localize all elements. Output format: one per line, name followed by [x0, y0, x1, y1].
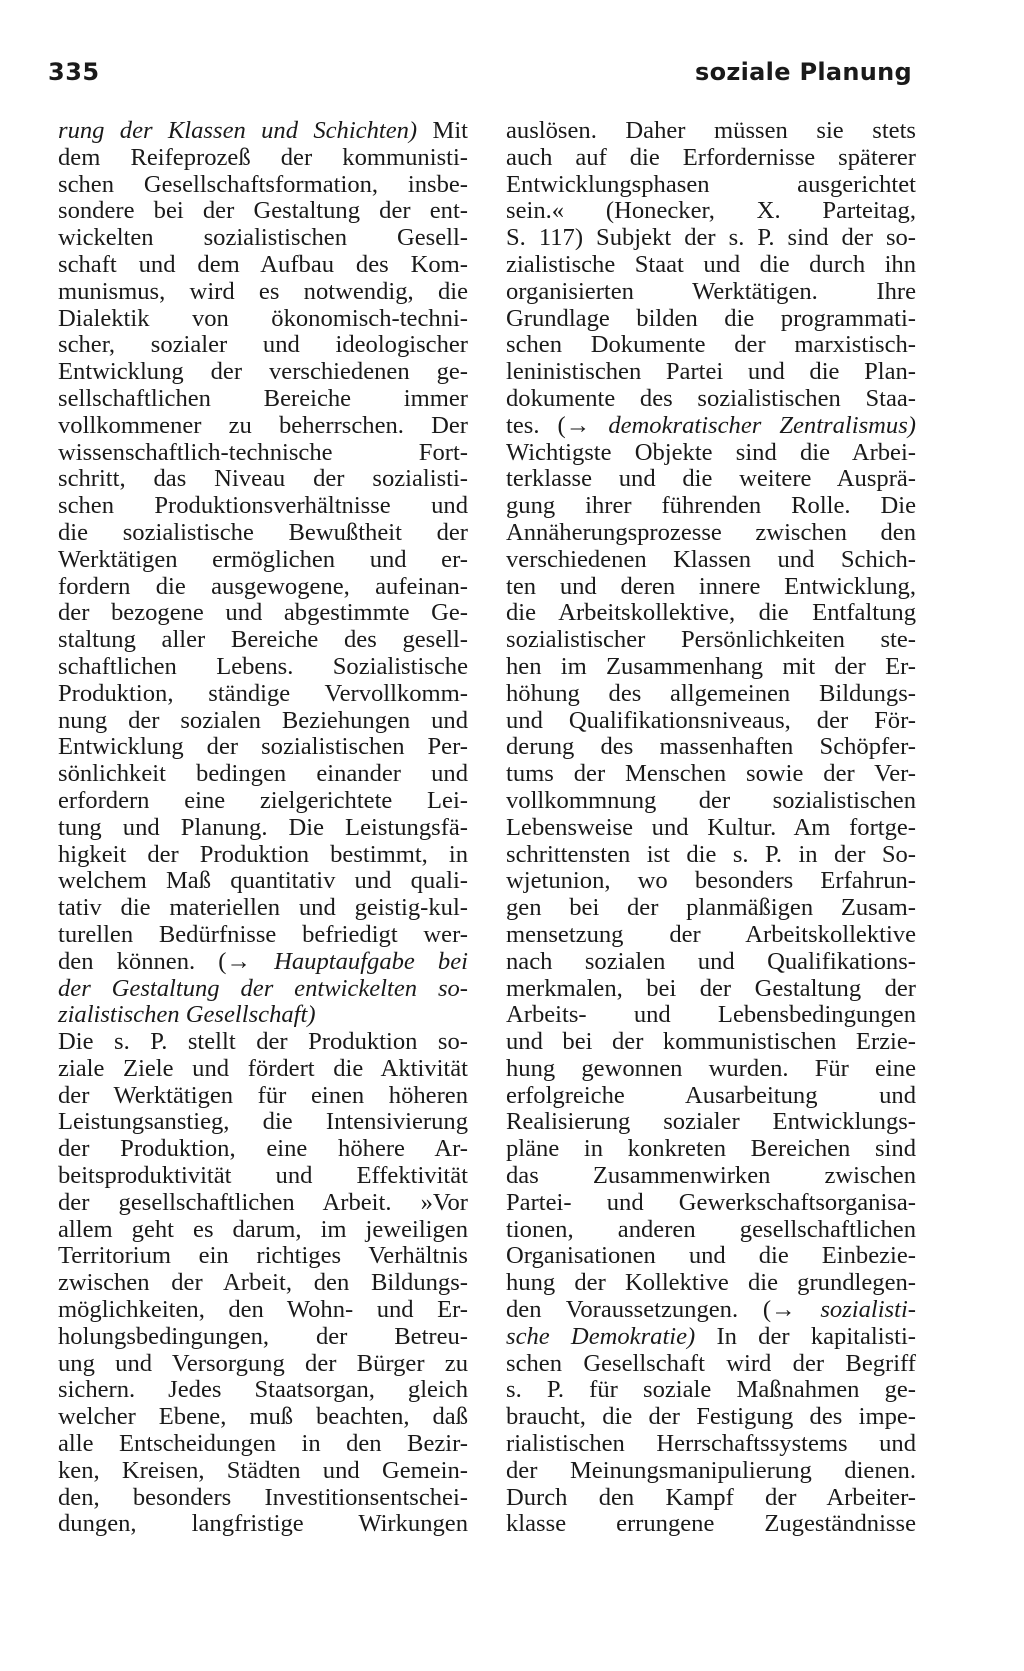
- text-run: auslösen. Daher müssen sie stets: [506, 117, 916, 144]
- text-line: [506, 842, 916, 869]
- text-run: Lebensweise und Kultur. Am fortge-: [506, 813, 916, 841]
- text-line: [58, 306, 468, 333]
- text-line: [58, 895, 468, 922]
- text-line: [58, 815, 468, 842]
- text-run: Territorium ein richtiges Verhältnis: [58, 1242, 468, 1270]
- text-line: [58, 708, 468, 735]
- text-line: [58, 681, 468, 708]
- text-line: [506, 520, 916, 547]
- text-run: tums der Menschen sowie der Ver-: [506, 760, 916, 788]
- text-line: [506, 198, 916, 225]
- text-line: [506, 1217, 916, 1244]
- text-line: [506, 574, 916, 601]
- text-run: verschiedenen Klassen und Schich-: [506, 545, 916, 573]
- text-line: [506, 949, 916, 976]
- text-line: [58, 252, 468, 279]
- text-line: [58, 440, 468, 467]
- text-run: den, besonders Investitionsentschei-: [58, 1483, 468, 1511]
- text-line: [58, 466, 468, 493]
- text-run: der Produktion, eine höhere Ar-: [58, 1135, 468, 1163]
- text-line: [506, 1511, 916, 1538]
- text-run: erfordern eine zielgerichtete Lei-: [58, 786, 468, 814]
- text-run: gen bei der planmäßigen Zusam-: [506, 894, 916, 922]
- text-line: [58, 1243, 468, 1270]
- text-line: [58, 1109, 468, 1136]
- text-run: und Qualifikationsniveaus, der För-: [506, 706, 916, 734]
- text-line: [506, 413, 916, 440]
- text-run: schaft und dem Aufbau des Kom-: [58, 250, 468, 278]
- text-run: möglichkeiten, den Wohn- und Er-: [58, 1296, 468, 1324]
- text-run: nung der sozialen Beziehungen und: [58, 706, 468, 734]
- italic-text: sozialisti-: [820, 1296, 916, 1324]
- text-run: gung ihrer führenden Rolle. Die: [506, 492, 916, 520]
- text-run: klasse errungene Zugeständnisse: [506, 1510, 916, 1538]
- text-line: [506, 1243, 916, 1270]
- text-line: [506, 1109, 916, 1136]
- text-run: nach sozialen und Qualifikations-: [506, 947, 916, 975]
- text-run: welchem Maß quantitativ und quali-: [58, 867, 468, 895]
- text-run: hung gewonnen wurden. Für eine: [506, 1054, 916, 1082]
- italic-text: der Gestaltung der entwickelten so-: [58, 974, 468, 1002]
- text-run: merkmalen, bei der Gestaltung der: [506, 974, 916, 1002]
- text-run: Realisierung sozialer Entwicklungs-: [506, 1108, 916, 1136]
- text-line: [506, 493, 916, 520]
- text-run: den Voraussetzungen. (→: [506, 1296, 821, 1324]
- text-run: Wichtigste Objekte sind die Arbei-: [506, 438, 916, 466]
- text-run: der bezogene und abgestimmte Ge-: [58, 599, 468, 627]
- text-line: [58, 949, 468, 976]
- text-line: [506, 1404, 916, 1431]
- text-line: [506, 440, 916, 467]
- text-run: auch auf die Erfordernisse späterer: [506, 143, 916, 171]
- text-line: [58, 922, 468, 949]
- text-line: [506, 547, 916, 574]
- text-run: Entwicklung der verschiedenen ge-: [58, 358, 468, 386]
- text-line: [58, 520, 468, 547]
- text-run: vollkommener zu beherrschen. Der: [58, 411, 468, 439]
- text-run: erfolgreiche Ausarbeitung und: [506, 1081, 916, 1109]
- text-run: tionen, anderen gesellschaftlichen: [506, 1215, 916, 1243]
- text-run: Produktion, ständige Vervollkomm-: [58, 679, 468, 707]
- text-line: [58, 1377, 468, 1404]
- text-line: [506, 868, 916, 895]
- text-run: dungen, langfristige Wirkungen: [58, 1510, 468, 1538]
- text-run: S. 117) Subjekt der s. P. sind der so-: [506, 224, 916, 252]
- text-run: Arbeits- und Lebensbedingungen: [506, 1001, 916, 1029]
- text-line: [506, 761, 916, 788]
- text-run: schaftlichen Lebens. Sozialistische: [58, 652, 468, 680]
- text-line: [58, 332, 468, 359]
- text-line: [58, 1217, 468, 1244]
- text-run: Entwicklung der sozialistischen Per-: [58, 733, 468, 761]
- text-run: welcher Ebene, muß beachten, daß: [58, 1403, 468, 1431]
- text-line: [58, 1163, 468, 1190]
- text-line: [506, 708, 916, 735]
- text-line: [506, 600, 916, 627]
- text-run: mensetzung der Arbeitskollektive: [506, 920, 916, 948]
- text-line: [506, 1377, 916, 1404]
- text-line: [58, 1190, 468, 1217]
- text-run: schrittensten ist die s. P. in der So-: [506, 840, 916, 868]
- text-run: sein.« (Honecker, X. Parteitag,: [506, 197, 916, 225]
- text-run: sellschaftlichen Bereiche immer: [58, 384, 468, 412]
- text-line: [58, 279, 468, 306]
- text-run: dokumente des sozialistischen Staa-: [506, 384, 916, 412]
- text-run: ung und Versorgung der Bürger zu: [58, 1349, 468, 1377]
- text-line: [506, 1029, 916, 1056]
- text-run: tativ die materiellen und geistig-kul-: [58, 894, 468, 922]
- text-run: schen Produktionsverhältnisse und: [58, 492, 468, 520]
- text-run: higkeit der Produktion bestimmt, in: [58, 840, 468, 868]
- text-run: ken, Kreisen, Städten und Gemein-: [58, 1456, 468, 1484]
- italic-text: rung der Klassen und Schichten): [58, 117, 418, 144]
- text-run: der gesellschaftlichen Arbeit. »Vor: [58, 1188, 468, 1216]
- text-run: turellen Bedürfnisse befriedigt wer-: [58, 920, 468, 948]
- text-run: Organisationen und die Einbezie-: [506, 1242, 916, 1270]
- text-run: die Arbeitskollektive, die Entfaltung: [506, 599, 916, 627]
- text-line: [58, 225, 468, 252]
- text-line: [506, 1136, 916, 1163]
- text-line: [506, 654, 916, 681]
- text-line: [506, 1002, 916, 1029]
- text-line: [58, 1351, 468, 1378]
- text-line: [506, 895, 916, 922]
- text-line: [506, 1458, 916, 1485]
- text-line: [506, 681, 916, 708]
- text-run: staltung aller Bereiche des gesell-: [58, 626, 468, 654]
- text-line: [58, 172, 468, 199]
- text-run: sondere bei der Gestaltung der ent-: [58, 197, 468, 225]
- text-line: [58, 1297, 468, 1324]
- text-run: sichern. Jedes Staatsorgan, gleich: [58, 1376, 468, 1404]
- text-run: munismus, wird es notwendig, die: [58, 277, 468, 305]
- text-run: tes. (→: [506, 411, 609, 439]
- text-run: Annäherungsprozesse zwischen den: [506, 518, 916, 546]
- text-line: [506, 788, 916, 815]
- italic-text: sche Demokratie): [506, 1322, 696, 1350]
- text-line: [58, 1511, 468, 1538]
- italic-text: demokratischer Zentralismus): [608, 411, 916, 439]
- text-run: alle Entscheidungen in den Bezir-: [58, 1430, 468, 1458]
- text-run: das Zusammenwirken zwischen: [506, 1162, 916, 1190]
- text-run: ten und deren innere Entwicklung,: [506, 572, 916, 600]
- text-run: zialistische Staat und die durch ihn: [506, 250, 916, 278]
- text-run: und bei der kommunistischen Erzie-: [506, 1028, 916, 1056]
- text-line: [506, 1431, 916, 1458]
- text-line: [506, 1190, 916, 1217]
- text-line: [506, 225, 916, 252]
- text-line: [506, 118, 916, 145]
- text-run: Leistungsanstieg, die Intensivierung: [58, 1108, 468, 1136]
- text-run: organisierten Werktätigen. Ihre: [506, 277, 916, 305]
- text-run: terklasse und die weitere Ausprä-: [506, 465, 916, 493]
- text-run: schen Gesellschaftsformation, insbe-: [58, 170, 468, 198]
- text-run: s. P. für soziale Maßnahmen ge-: [506, 1376, 916, 1404]
- text-line: [58, 788, 468, 815]
- text-run: hung der Kollektive die grundlegen-: [506, 1269, 916, 1297]
- text-line: [506, 279, 916, 306]
- text-run: pläne in konkreten Bereichen sind: [506, 1135, 916, 1163]
- text-run: wissenschaftlich-technische Fort-: [58, 438, 468, 466]
- text-line: [58, 761, 468, 788]
- text-line: [58, 359, 468, 386]
- left-text-column: [58, 118, 468, 1538]
- text-run: fordern die ausgewogene, aufeinan-: [58, 572, 468, 600]
- italic-text: Hauptaufgabe bei: [274, 947, 468, 975]
- text-line: [58, 1270, 468, 1297]
- text-line: [506, 922, 916, 949]
- text-line: [506, 1056, 916, 1083]
- running-head: soziale Planung: [695, 58, 912, 86]
- italic-text: zialistischen Gesellschaft): [58, 1001, 316, 1029]
- text-line: [506, 976, 916, 1003]
- text-run: sönlichkeit bedingen einander und: [58, 760, 468, 788]
- text-run: Werktätigen ermöglichen und er-: [58, 545, 468, 573]
- text-run: holungsbedingungen, der Betreu-: [58, 1322, 468, 1350]
- text-line: [506, 359, 916, 386]
- text-run: der Meinungsmanipulierung dienen.: [506, 1456, 916, 1484]
- text-line: [58, 413, 468, 440]
- text-line: [58, 1431, 468, 1458]
- text-line: [58, 1083, 468, 1110]
- text-run: schritt, das Niveau der sozialisti-: [58, 465, 468, 493]
- text-line: [58, 654, 468, 681]
- text-line: [58, 1136, 468, 1163]
- text-line: [506, 332, 916, 359]
- text-run: scher, sozialer und ideologischer: [58, 331, 468, 359]
- text-run: braucht, die der Festigung des impe-: [506, 1403, 916, 1431]
- text-run: In der kapitalisti-: [695, 1322, 916, 1350]
- text-run: höhung des allgemeinen Bildungs-: [506, 679, 916, 707]
- text-run: tung und Planung. Die Leistungsfä-: [58, 813, 468, 841]
- text-line: [58, 600, 468, 627]
- text-line: [506, 172, 916, 199]
- text-line: [58, 145, 468, 172]
- text-line: [506, 627, 916, 654]
- text-line: [506, 1297, 916, 1324]
- text-run: schen Dokumente der marxistisch-: [506, 331, 916, 359]
- text-run: wickelten sozialistischen Gesell-: [58, 224, 468, 252]
- text-run: dem Reifeprozeß der kommunisti-: [58, 143, 468, 171]
- text-run: Entwicklungsphasen ausgerichtet: [506, 170, 916, 198]
- text-line: [506, 386, 916, 413]
- text-run: Grundlage bilden die programmati-: [506, 304, 916, 332]
- text-line: [506, 145, 916, 172]
- text-line: [58, 574, 468, 601]
- text-line: [506, 1324, 916, 1351]
- text-line: [506, 466, 916, 493]
- text-line: [506, 1270, 916, 1297]
- text-line: [58, 1324, 468, 1351]
- text-run: leninistischen Partei und die Plan-: [506, 358, 916, 386]
- text-line: [58, 1404, 468, 1431]
- text-run: vollkommnung der sozialistischen: [506, 786, 916, 814]
- text-line: [506, 306, 916, 333]
- text-line: [58, 868, 468, 895]
- right-text-column: [506, 118, 916, 1538]
- text-run: Die s. P. stellt der Produktion so-: [58, 1028, 468, 1056]
- text-run: der Werktätigen für einen höheren: [58, 1081, 468, 1109]
- text-line: [506, 815, 916, 842]
- text-line: [58, 386, 468, 413]
- text-line: [506, 1485, 916, 1512]
- text-run: schen Gesellschaft wird der Begriff: [506, 1349, 916, 1377]
- text-run: Dialektik von ökonomisch-techni-: [58, 304, 468, 332]
- page-header: [0, 0, 1024, 110]
- text-run: Mit: [417, 117, 468, 144]
- text-line: [58, 198, 468, 225]
- text-line: [506, 1083, 916, 1110]
- page-number: 335: [48, 58, 100, 86]
- text-line: [58, 734, 468, 761]
- text-run: rialistischen Herrschaftssystems und: [506, 1430, 916, 1458]
- text-line: [506, 252, 916, 279]
- text-line: [58, 1002, 468, 1029]
- text-run: sozialistischer Persönlichkeiten ste-: [506, 626, 916, 654]
- text-run: wjetunion, wo besonders Erfahrun-: [506, 867, 916, 895]
- text-line: [58, 842, 468, 869]
- text-line: [58, 627, 468, 654]
- text-run: Durch den Kampf der Arbeiter-: [506, 1483, 916, 1511]
- text-run: Partei- und Gewerkschaftsorganisa-: [506, 1188, 916, 1216]
- text-line: [506, 1163, 916, 1190]
- text-run: allem geht es darum, im jeweiligen: [58, 1215, 468, 1243]
- text-line: [58, 1029, 468, 1056]
- text-line: [58, 118, 468, 145]
- text-run: zwischen der Arbeit, den Bildungs-: [58, 1269, 468, 1297]
- text-run: derung des massenhaften Schöpfer-: [506, 733, 916, 761]
- text-line: [506, 1351, 916, 1378]
- text-line: [58, 1485, 468, 1512]
- text-run: den können. (→: [58, 947, 275, 975]
- text-line: [506, 734, 916, 761]
- text-run: die sozialistische Bewußtheit der: [58, 518, 468, 546]
- text-line: [58, 493, 468, 520]
- text-run: ziale Ziele und fördert die Aktivität: [58, 1054, 468, 1082]
- text-line: [58, 1056, 468, 1083]
- text-run: beitsproduktivität und Effektivität: [58, 1162, 468, 1190]
- text-line: [58, 976, 468, 1003]
- text-line: [58, 1458, 468, 1485]
- text-line: [58, 547, 468, 574]
- text-run: hen im Zusammenhang mit der Er-: [506, 652, 916, 680]
